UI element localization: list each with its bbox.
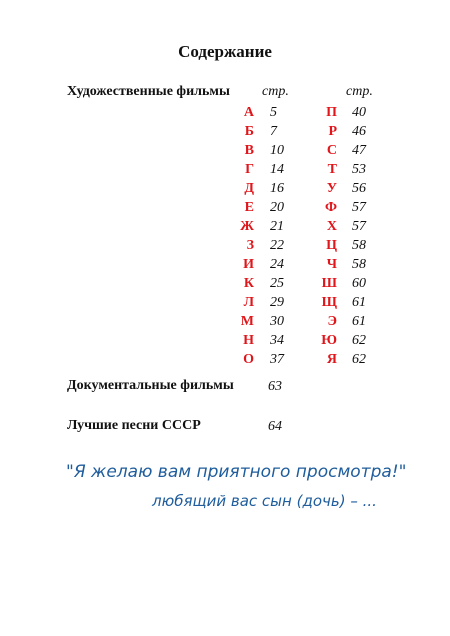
index-page-number: 57 xyxy=(352,200,366,215)
index-page-number: 57 xyxy=(352,219,366,234)
index-page-number: 61 xyxy=(352,295,366,310)
index-letter: Н xyxy=(243,333,254,348)
index-letter: Х xyxy=(326,219,337,234)
index-page-number: 47 xyxy=(352,143,366,158)
index-letter: Ж xyxy=(240,219,254,234)
index-page-number: 25 xyxy=(270,276,284,291)
index-letter: О xyxy=(243,352,254,367)
documentary-page: 63 xyxy=(268,379,282,394)
index-page-number: 16 xyxy=(270,181,284,196)
index-page-number: 46 xyxy=(352,124,366,139)
index-letter: Б xyxy=(244,124,254,139)
index-letter: Я xyxy=(326,352,337,367)
index-page-number: 40 xyxy=(352,105,366,120)
index-letter: Ю xyxy=(321,333,337,348)
index-letter: З xyxy=(246,238,254,253)
index-page-number: 53 xyxy=(352,162,366,177)
best-songs-label: Лучшие песни СССР xyxy=(67,418,201,433)
index-letter: И xyxy=(243,257,254,272)
index-letter: Г xyxy=(245,162,254,177)
index-letter: Р xyxy=(328,124,337,139)
index-page-number: 5 xyxy=(270,105,277,120)
index-letter: Д xyxy=(244,181,254,196)
index-letter: С xyxy=(326,143,337,158)
index-letter: Ф xyxy=(324,200,337,215)
index-page-number: 10 xyxy=(270,143,284,158)
quote-line-2: любящий вас сын (дочь) – ... xyxy=(152,492,377,510)
index-page-number: 7 xyxy=(270,124,277,139)
index-letter: Е xyxy=(244,200,254,215)
best-songs-page: 64 xyxy=(268,419,282,434)
index-page-number: 30 xyxy=(270,314,284,329)
index-letter: А xyxy=(243,105,254,120)
index-letter: Щ xyxy=(321,295,337,310)
index-letter: Э xyxy=(327,314,337,329)
page-column-header-left: стр. xyxy=(262,84,289,99)
feature-films-heading: Художественные фильмы xyxy=(67,84,230,99)
index-page-number: 61 xyxy=(352,314,366,329)
index-letter: Т xyxy=(327,162,337,177)
index-page-number: 22 xyxy=(270,238,284,253)
index-page-number: 29 xyxy=(270,295,284,310)
page-title: Содержание xyxy=(178,42,272,61)
index-page-number: 62 xyxy=(352,333,366,348)
index-letter: Ч xyxy=(326,257,337,272)
index-page-number: 20 xyxy=(270,200,284,215)
index-page-number: 24 xyxy=(270,257,284,272)
index-page-number: 34 xyxy=(270,333,284,348)
index-page-number: 14 xyxy=(270,162,284,177)
index-page-number: 21 xyxy=(270,219,284,234)
index-page-number: 58 xyxy=(352,257,366,272)
index-page-number: 37 xyxy=(270,352,284,367)
page-column-header-right: стр. xyxy=(346,84,373,99)
index-page-number: 56 xyxy=(352,181,366,196)
index-letter: П xyxy=(326,105,337,120)
index-page-number: 62 xyxy=(352,352,366,367)
index-letter: К xyxy=(243,276,254,291)
index-letter: Ш xyxy=(321,276,337,291)
documentary-label: Документальные фильмы xyxy=(67,378,234,393)
index-letter: У xyxy=(326,181,337,196)
index-page-number: 60 xyxy=(352,276,366,291)
index-letter: В xyxy=(244,143,254,158)
index-letter: Л xyxy=(243,295,254,310)
index-letter: М xyxy=(240,314,254,329)
index-letter: Ц xyxy=(326,238,337,253)
quote-line-1: "Я желаю вам приятного просмотра!" xyxy=(66,462,407,482)
index-page-number: 58 xyxy=(352,238,366,253)
